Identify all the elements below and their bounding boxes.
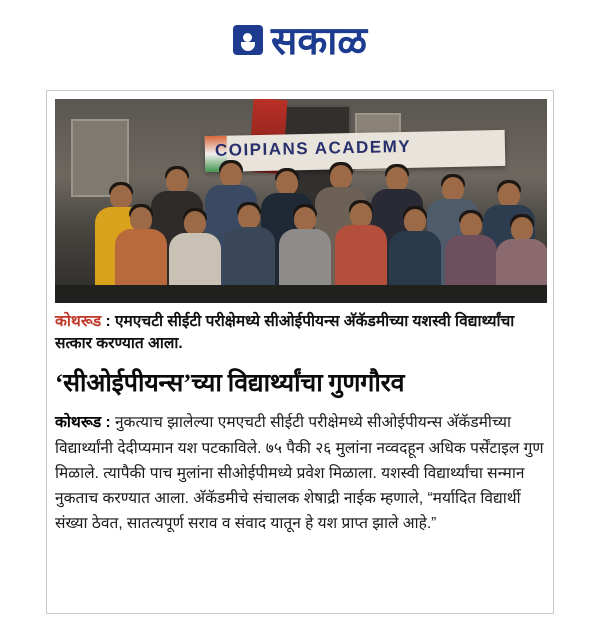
article-dateline: कोथरूड bbox=[55, 414, 102, 432]
head bbox=[184, 211, 206, 235]
head bbox=[386, 167, 408, 191]
head bbox=[294, 207, 316, 231]
article-body bbox=[55, 410, 545, 536]
head bbox=[220, 163, 242, 187]
head bbox=[404, 209, 426, 233]
brand-name: सकाळ bbox=[270, 19, 368, 63]
head bbox=[238, 205, 260, 229]
dateline-separator: : bbox=[101, 414, 115, 432]
head bbox=[276, 171, 298, 195]
banner-text: COIPIANS ACADEMY bbox=[214, 136, 412, 160]
head bbox=[460, 213, 482, 237]
caption-separator: : bbox=[101, 313, 115, 330]
crowd-of-people bbox=[55, 133, 547, 303]
floor bbox=[55, 285, 547, 303]
article-card bbox=[46, 90, 554, 614]
head bbox=[166, 169, 188, 193]
head bbox=[442, 177, 464, 201]
masthead bbox=[0, 0, 600, 80]
head bbox=[130, 207, 152, 231]
page-title: ‘सीओईपीयन्स’च्या विद्यार्थ्यांचा गुणगौरव bbox=[55, 369, 405, 397]
head bbox=[350, 203, 372, 227]
sakal-lotus-icon bbox=[233, 25, 263, 55]
head bbox=[110, 185, 132, 209]
head bbox=[498, 183, 520, 207]
group-photo-students bbox=[55, 99, 547, 303]
head bbox=[330, 165, 352, 189]
brand-logo bbox=[233, 20, 367, 61]
article-paragraph: नुकत्याच झालेल्या एमएचटी सीईटी परीक्षेमध्ये सीओईपीयन्स अ‍ॅकॅडमीच्या विद्यार्थ्यांनी देदीप्यमान यश पटकाविले. ७५ पैकी २६ मुलांना नव्वदहून अधिक पर्सेंटाइल गुण मिळाले. त्यापैकी पाच मुलांना सीओईपीमध्ये प्रवेश मिळाला. यशस्वी विद्यार्थ्यांचा सन्मान नुकताच करण्यात आला. अ‍ॅकॅडमीचे संचालक शेषाद्री नाईक म्हणाले, “मर्यादित विद्यार्थी संख्या ठेवत, सातत्यपूर्ण सराव व संवाद यातून हे यश प्राप्त झाले आहे.” bbox=[55, 414, 544, 532]
caption-text: एमएचटी सीईटी परीक्षेमध्ये सीओईपीयन्स अ‍ॅकॅडमीच्या यशस्वी विद्यार्थ्यांचा सत्कार करण्यात आला. bbox=[55, 313, 515, 353]
head bbox=[511, 217, 533, 241]
caption-place-tag: कोथरूड bbox=[55, 313, 102, 330]
photo-caption bbox=[55, 311, 545, 356]
